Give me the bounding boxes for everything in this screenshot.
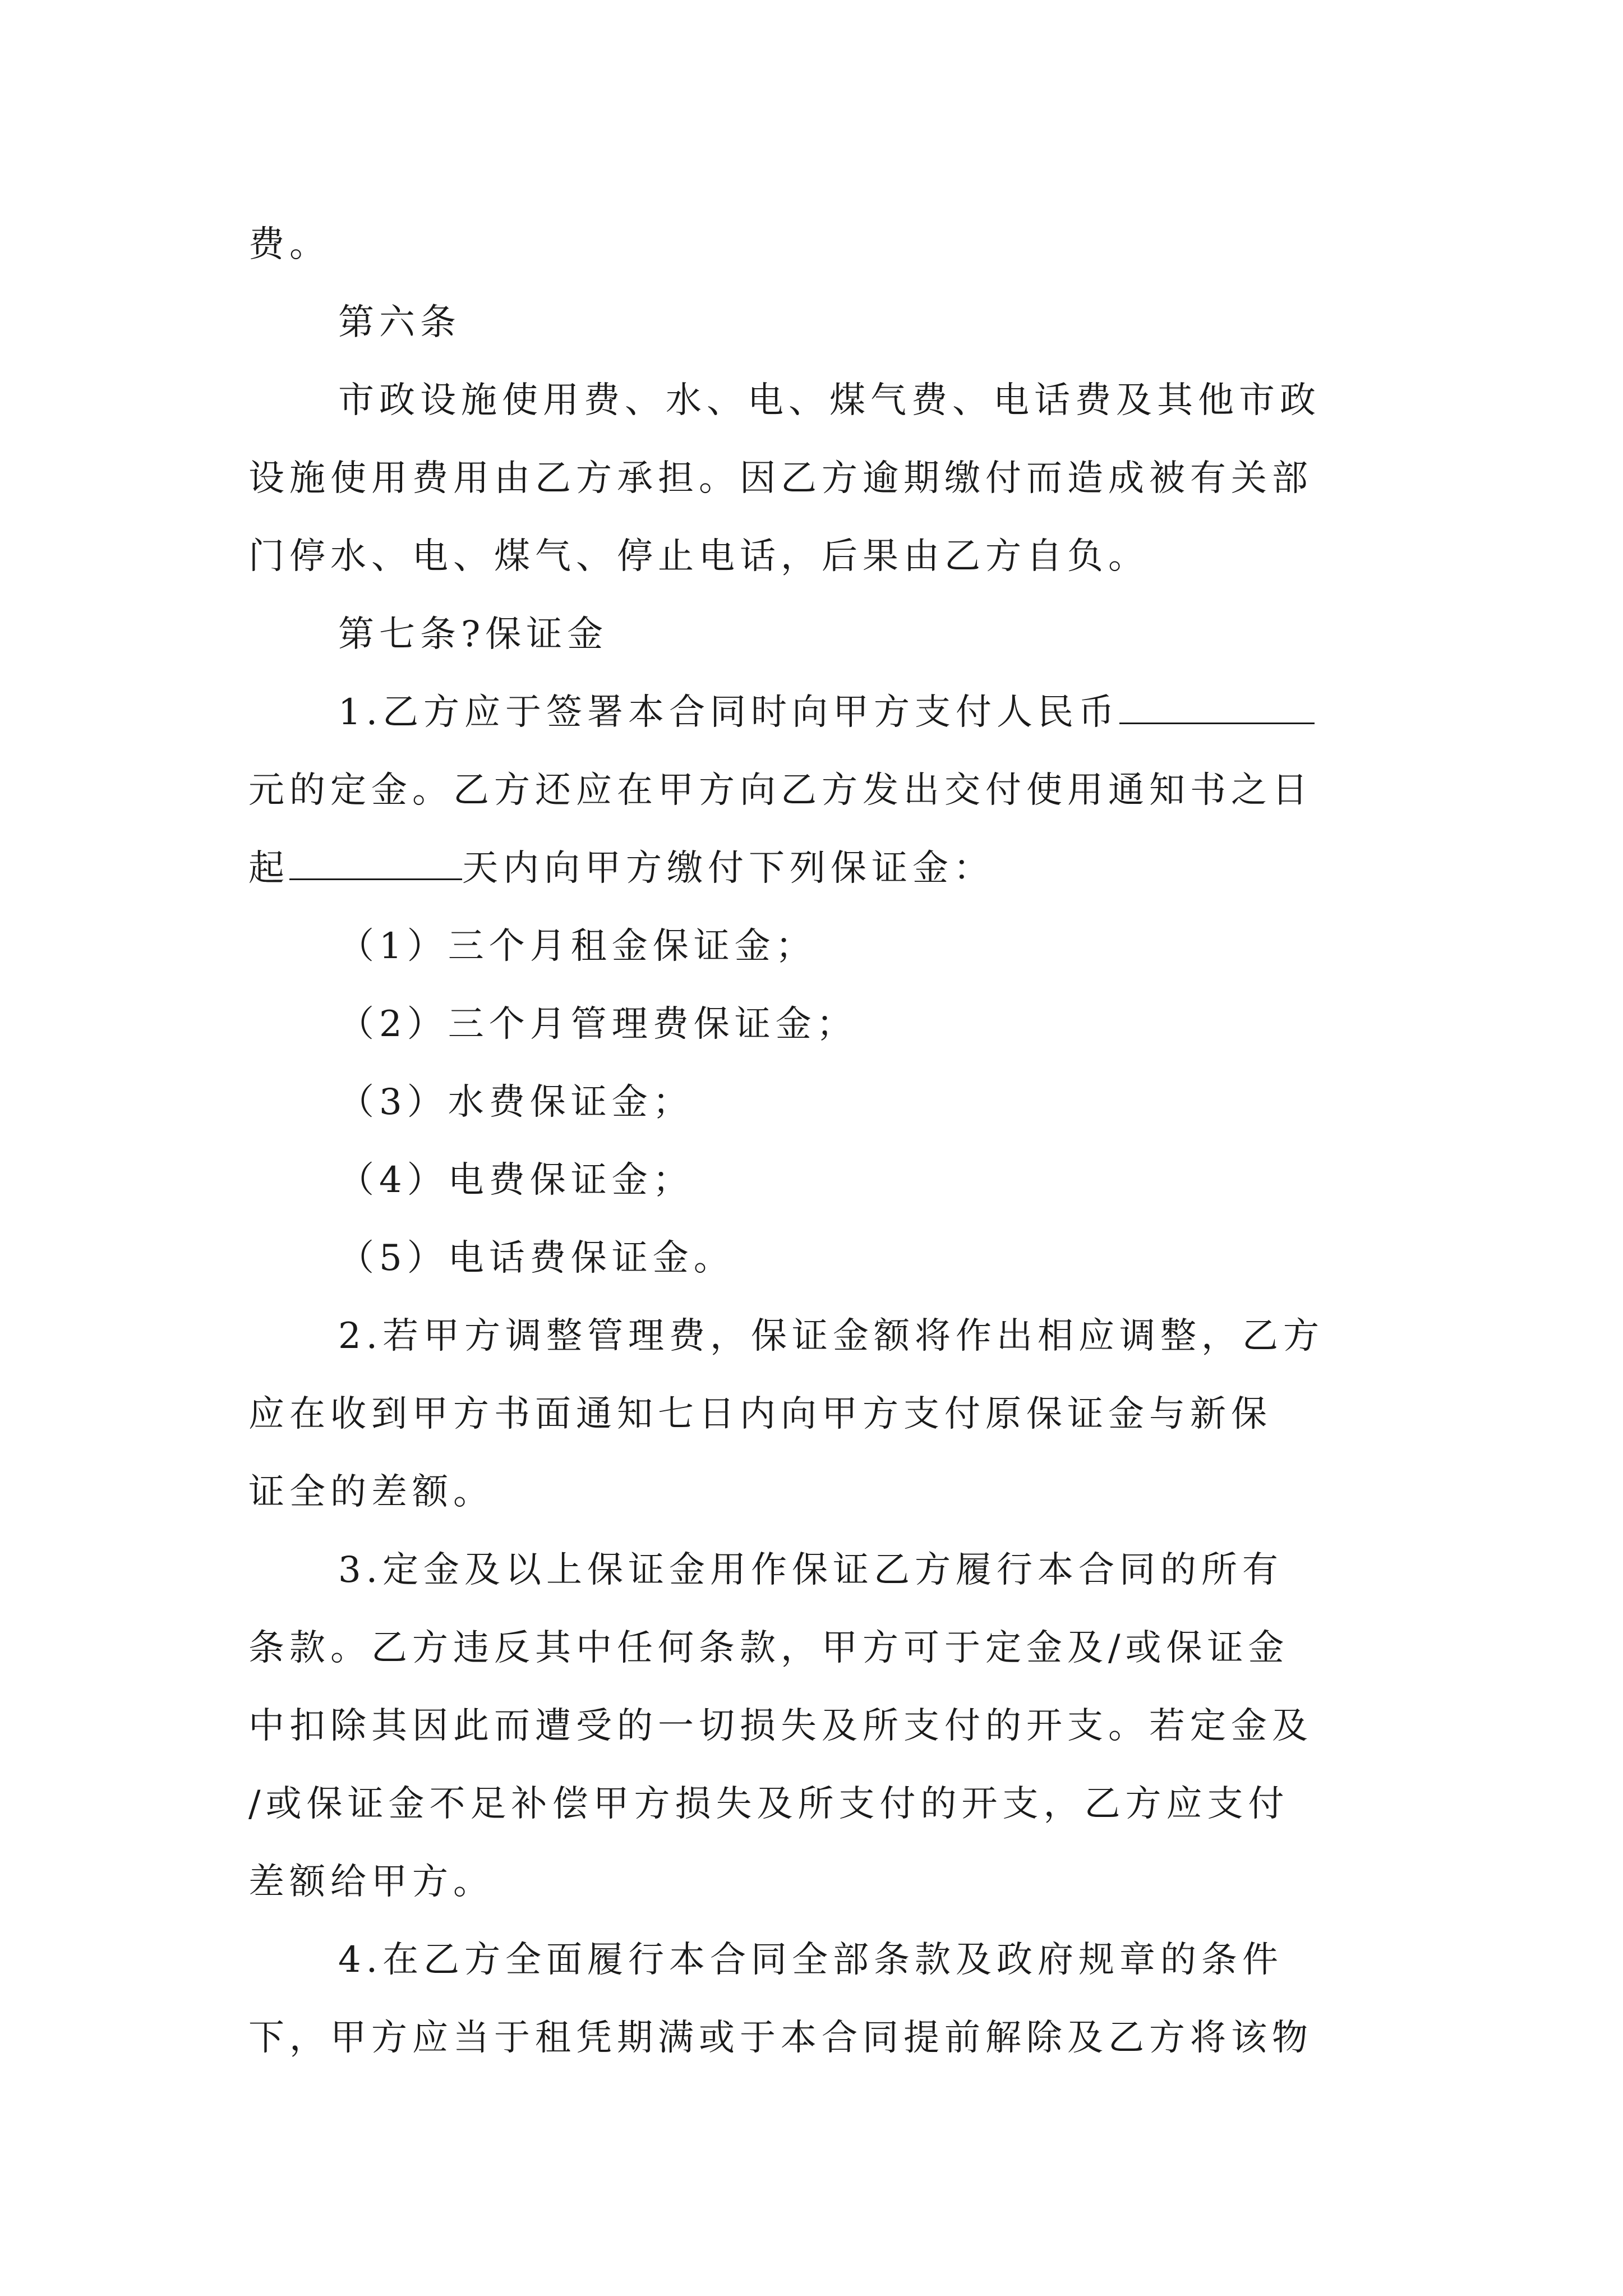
article-7-heading: 第七条?保证金 — [338, 614, 608, 655]
amount-blank — [1119, 690, 1315, 724]
deposit-item: （3）水费保证金； — [338, 1082, 694, 1123]
days-blank — [289, 846, 462, 880]
deposit-item: （4）电费保证金； — [338, 1159, 694, 1201]
article-6-body: 市政设施使用费、水、电、煤气费、电话费及其他市政 设施使用费用由乙方承担。因乙方逾期缴付而造成被有关部 门停水、电、煤气、停止电话，后果由乙方自负。 — [248, 380, 1321, 577]
article-6-heading: 第六条 — [338, 302, 461, 343]
deposit-item: （5）电话费保证金。 — [338, 1237, 735, 1279]
deposit-item: （1）三个月租金保证金； — [338, 926, 817, 967]
deposit-items-list — [0, 908, 1623, 1297]
article-7-clause-2: 2.若甲方调整管理费，保证金额将作出相应调整，乙方 应在收到甲方书面通知七日内向甲方支付原保证金与新保 证全的差额。 — [248, 1315, 1325, 1513]
article-7-clause-4: 4.在乙方全面履行本合同全部条款及政府规章的条件 下，甲方应当于租凭期满或于本合同提前解除及乙方将该物 — [248, 1939, 1313, 2059]
continuation-text: 费。 — [248, 224, 330, 265]
article-7-clause-3: 3.定金及以上保证金用作保证乙方履行本合同的所有 条款。乙方违反其中任何条款，甲方可于定金及/或保证金 中扣除其因此而遭受的一切损失及所支付的开支。若定金及 /或保证金不足补偿甲方损失及所支付的开支，乙方应支付 差额给甲方。 — [248, 1549, 1313, 1903]
article-7-clause-1: 1.乙方应于签署本合同时向甲方支付人民币 元的定金。乙方还应在甲方向乙方发出交付使用通知书之日 起 天内向甲方缴付下列保证金： — [0, 674, 1623, 908]
deposit-item: （2）三个月管理费保证金； — [338, 1004, 857, 1045]
